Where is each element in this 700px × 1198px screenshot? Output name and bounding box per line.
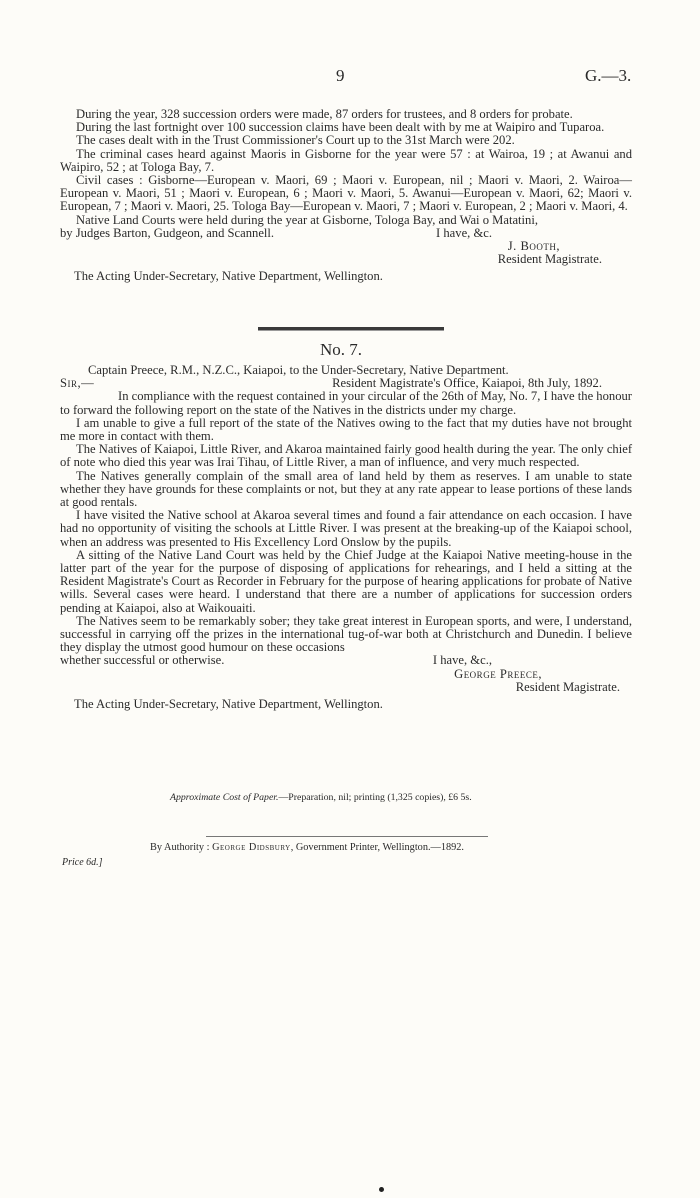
addressee: The Acting Under-Secretary, Native Department, Wellington. bbox=[74, 697, 383, 712]
paragraph: I have visited the Native school at Akaroa several times and found a fair attendance on each occasion. I have had no opportunity of visiting the schools at Little River. I was present at the breaking-up of the Kaiapoi school, when an address was presented to His Excellency Lord Onslow by the pupils. bbox=[60, 508, 632, 549]
paragraph: The cases dealt with in the Trust Commissioner's Court up to the 31st March were 202. bbox=[76, 133, 515, 148]
section-separator-underline bbox=[258, 330, 444, 331]
page-number: 9 bbox=[336, 66, 345, 85]
closing-row bbox=[60, 654, 632, 667]
footer-rule bbox=[206, 836, 488, 837]
paragraph: The criminal cases heard against Maoris in Gisborne for the year were 57 : at Wairoa, 19 ; at Awanui and Waipiro, 52 ; at Tologa Bay, 7. bbox=[60, 146, 632, 174]
paragraph-end: whether successful or otherwise. bbox=[60, 653, 225, 668]
from-line: Captain Preece, R.M., N.Z.C., Kaiapoi, to the Under-Secretary, Native Department. bbox=[88, 363, 509, 377]
signature-title: Resident Magistrate. bbox=[515, 679, 620, 694]
cost-text: —Preparation, nil; printing (1,325 copies), £6 5s. bbox=[278, 792, 472, 803]
closing: I have, &c., bbox=[432, 653, 492, 668]
paragraph: In compliance with the request contained in your circular of the 26th of May, No. 7, I have the honour to forward the following report on the state of the Natives in the districts under my charge. bbox=[60, 389, 632, 417]
signature: J. Booth, bbox=[507, 239, 560, 254]
printer-authority bbox=[150, 842, 464, 853]
paragraph-end: by Judges Barton, Gudgeon, and Scannell. bbox=[60, 225, 275, 240]
signature: George Preece, bbox=[454, 666, 542, 681]
paragraph: During the year, 328 succession orders were made, 87 orders for trustees, and 8 orders for probate. bbox=[76, 107, 573, 121]
authority-label: By Authority : bbox=[150, 842, 210, 853]
paragraph: The Natives of Kaiapoi, Little River, and Akaroa maintained fairly good health during the year. The only chief of note who died this year was Irai Tihau, of Little River, a man of influence, and very much respected. bbox=[60, 442, 633, 470]
dateline: Resident Magistrate's Office, Kaiapoi, 8th July, 1892. bbox=[332, 376, 602, 391]
section-heading: No. 7. bbox=[320, 340, 363, 359]
salutation: Sir,— bbox=[60, 376, 95, 391]
paragraph: The Natives generally complain of the small area of land held by them as reserves. I am unable to state whether they have grounds for these complaints or not, but they at any rate appear to lease portions of these lands at good rentals. bbox=[60, 468, 632, 510]
authority-rest: , Government Printer, Wellington.—1892. bbox=[290, 842, 465, 853]
paragraph: The Natives seem to be remarkably sober; they take great interest in European sports, and were, I understand, successful in carrying off the prizes in the international tug-of-war both at Christchurch and Dunedin. I believe they display the utmost good humour on these occasions bbox=[60, 613, 632, 655]
document-reference: G.—3. bbox=[585, 66, 632, 85]
addressee: The Acting Under-Secretary, Native Department, Wellington. bbox=[74, 269, 383, 284]
paragraph: I am unable to give a full report of the state of the Natives owing to the fact that my duties have not brought me more in contact with them. bbox=[60, 415, 632, 444]
cost-note bbox=[170, 792, 472, 803]
paragraph: A sitting of the Native Land Court was held by the Chief Judge at the Kaiapoi Native meeting-house in the latter part of the year for the purpose of disposing of applications for rehearings, and I held a sitting at the Resident Magistrate's Court as Recorder in February for the purpose of hearing applications for probate of Native wills. Several cases were heard. I understand that there are a number of applications for succession orders pending at Kaiapoi, also at Waikouaiti. bbox=[60, 547, 632, 615]
signature-title: Resident Magistrate. bbox=[497, 252, 602, 267]
paragraph: Civil cases : Gisborne—European v. Maori, 69 ; Maori v. European, nil ; Maori v. Maori, 2. Wairoa—European v. Maori, 51 ; Maori v. European, 6 ; Maori v. Maori, 5. Awanui—European v. Maori, 62; Maori v. European, 7 ; Maori v. Maori, 25. Tologa Bay—European v. Maori, 7 ; Maori v. European, 2 ; Maori v. Maori, 4. bbox=[60, 173, 632, 214]
paragraph: During the last fortnight over 100 succession claims have been dealt with by me at Waipiro and Tuparoa. bbox=[76, 120, 605, 135]
paragraph: Native Land Courts were held during the year at Gisborne, Tologa Bay, and Wai o Matatini, bbox=[76, 212, 538, 227]
printer-name: George Didsbury bbox=[212, 842, 291, 853]
report-7-body bbox=[60, 364, 632, 711]
closing: I have, &c. bbox=[436, 225, 492, 240]
price: Price 6d.] bbox=[62, 857, 103, 868]
cost-label: Approximate Cost of Paper. bbox=[170, 792, 279, 803]
report-6-body bbox=[60, 108, 632, 284]
page-mark bbox=[379, 1187, 384, 1192]
